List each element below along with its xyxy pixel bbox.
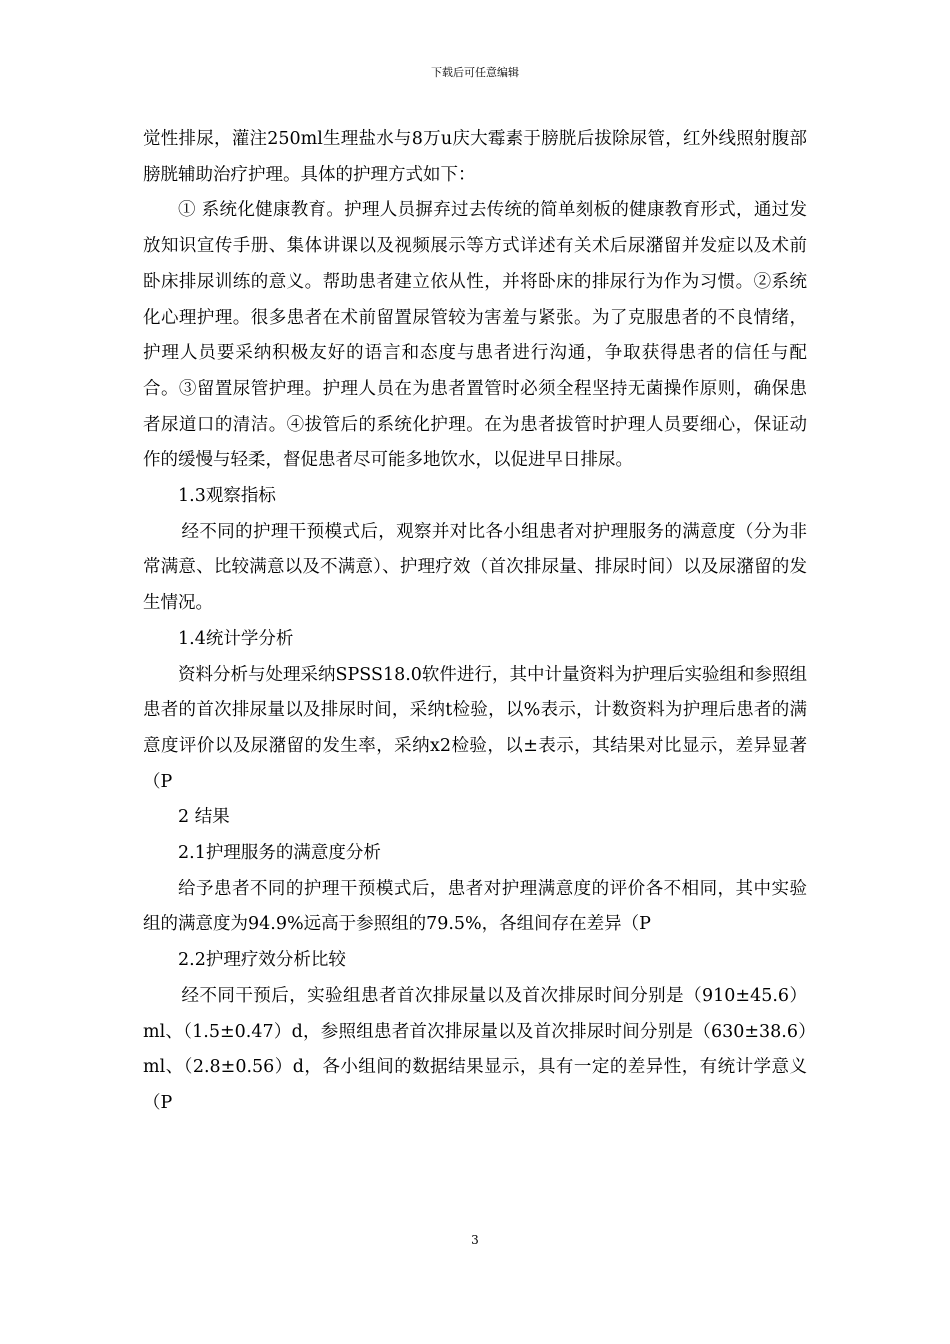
paragraph-nursing-measures: ① 系统化健康教育。护理人员摒弃过去传统的简单刻板的健康教育形式，通过发放知识宣传手册、集体讲课以及视频展示等方式详述有关术后尿潴留并发症以及术前卧床排尿训练的意义。帮助患者建立依从性，并将卧床的排尿行为作为习惯。②系统化心理护理。很多患者在术前留置尿管较为害羞与紧张。为了克服患者的不良情绪，护理人员要采纳积极友好的语言和态度与患者进行沟通，争取获得患者的信任与配合。③留置尿管护理。护理人员在为患者置管时必须全程坚持无菌操作原则，确保患者尿道口的清洁。④拔管后的系统化护理。在为患者拔管时护理人员要细心，保证动作的缓慢与轻柔，督促患者尽可能多地饮水，以促进早日排尿。 (143, 200, 807, 471)
section-heading-observation-indicators: 1.3观察指标 (178, 486, 276, 507)
section-heading-statistical-analysis: 1.4统计学分析 (178, 628, 294, 649)
section-heading-results: 2 结果 (178, 807, 230, 828)
section-heading-efficacy-analysis: 2.2护理疗效分析比较 (178, 950, 346, 971)
paragraph-satisfaction-analysis: 给予患者不同的护理干预模式后，患者对护理满意度的评价各不相同，其中实验组的满意度为94.9%远高于参照组的79.5%，各组间存在差异（P (143, 878, 807, 935)
page-header: 下载后可任意编辑 (431, 66, 519, 79)
paragraph-observation-indicators: 经不同的护理干预模式后，观察并对比各小组患者对护理服务的满意度（分为非常满意、比较满意以及不满意）、护理疗效（首次排尿量、排尿时间）以及尿潴留的发生情况。 (143, 521, 807, 614)
page-number: 3 (471, 1233, 479, 1247)
paragraph-statistical-analysis: 资料分析与处理采纳SPSS18.0软件进行，其中计量资料为护理后实验组和参照组患者的首次排尿量以及排尿时间，采纳t检验，以%表示，计数资料为护理后患者的满意度评价以及尿潴留的发生率，采纳x2检验，以±表示，其结果对比显示，差异显著（P (143, 664, 807, 792)
document-body (143, 122, 807, 1122)
paragraph-efficacy-analysis: 经不同干预后，实验组患者首次排尿量以及首次排尿时间分别是（910±45.6）ml、（1.5±0.47）d，参照组患者首次排尿量以及首次排尿时间分别是（630±38.6）ml、（2.8±0.56）d，各小组间的数据结果显示，具有一定的差异性，有统计学意义（P (143, 985, 807, 1113)
section-heading-satisfaction-analysis: 2.1护理服务的满意度分析 (178, 843, 381, 864)
paragraph-nursing-method-intro: 觉性排尿，灌注250ml生理盐水与8万u庆大霉素于膀胱后拔除尿管，红外线照射腹部膀胱辅助治疗护理。具体的护理方式如下： (143, 129, 807, 185)
